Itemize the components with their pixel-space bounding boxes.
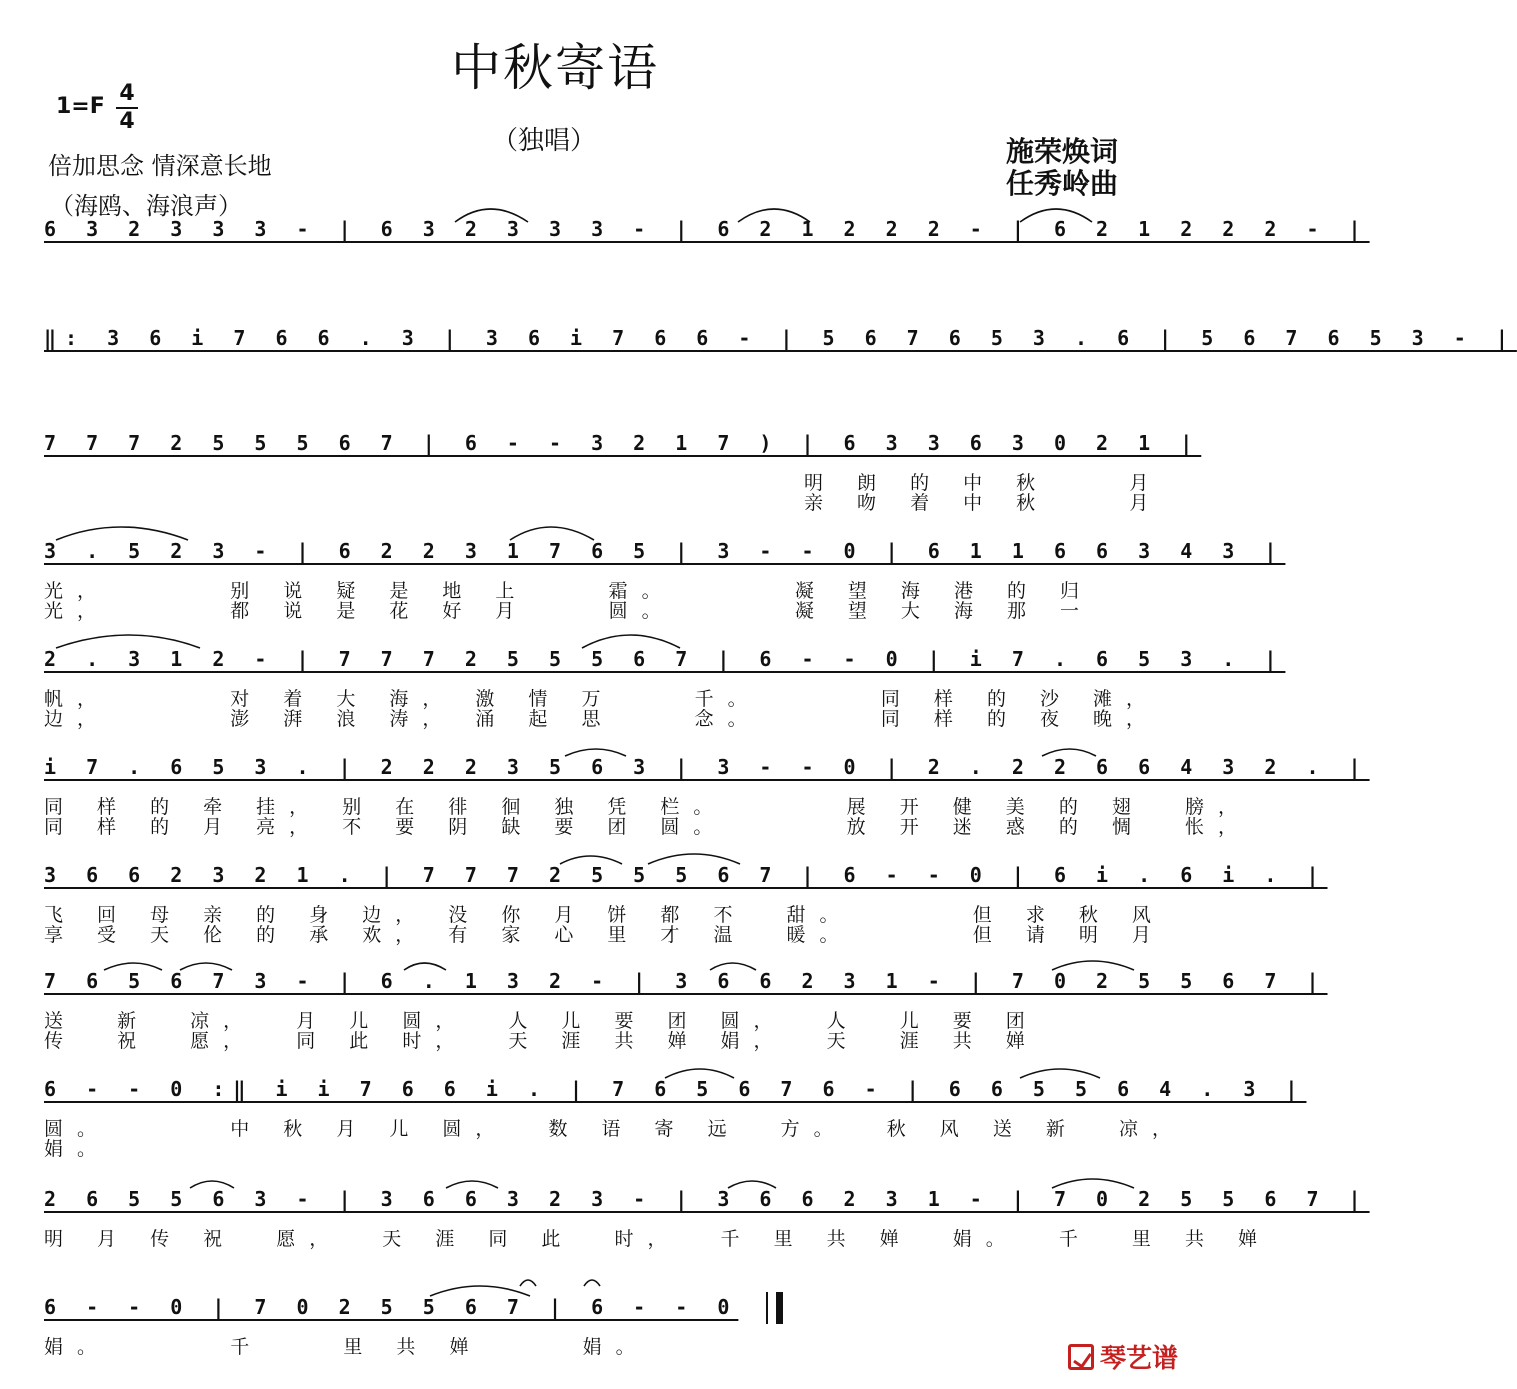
lyric-verse-1: 飞 回 母 亲 的 身 边， 没 你 月 饼 都 不 甜。 但 求 秋 风 — [44, 904, 1165, 926]
lyric-verse-2: 亲 吻 着 中 秋 月 — [804, 492, 1163, 514]
lyric-verse-2: 光， 都 说 是 花 好 月 圆。 凝 望 大 海 那 一 — [44, 600, 1094, 622]
lyric-verse-1: 圆。 中 秋 月 儿 圆， 数 语 寄 远 方。 秋 风 送 新 凉， — [44, 1118, 1185, 1140]
notation-line: 6 - - 0 | 7 0 2 5 5 6 7 | 6 - - 0 — [44, 1295, 739, 1319]
score-row-7 — [44, 860, 1328, 946]
lyric-verse-2: 同 样 的 月 亮， 不 要 阴 缺 要 团 圆。 放 开 迷 惑 的 惆 怅， — [44, 816, 1251, 838]
score-row-3 — [44, 428, 1202, 514]
notation-line: 6 3 2 3 3 3 - | 6 3 2 3 3 3 - | 6 2 1 2 2 2 - | 6 2 1 2 2 2 - | — [44, 217, 1370, 241]
composer-credit: 任秀岭曲 — [1006, 167, 1119, 200]
lyric-verse-2 — [44, 387, 1159, 409]
lyric-verse-2: 边， 澎 湃 浪 涛， 涌 起 思 念。 同 样 的 夜 晚， — [44, 708, 1160, 730]
end-barline-thick — [776, 1292, 783, 1324]
lyric-verse-2: 传 祝 愿， 同 此 时， 天 涯 共 婵 娟， 天 涯 共 婵 — [44, 1030, 1039, 1052]
score-row-2 — [44, 323, 1517, 393]
notation-line: 6 - - 0 :‖ i i 7 6 6 i . | 7 6 5 6 7 6 - | 6 6 5 5 6 4 . 3 | — [44, 1077, 1307, 1101]
lyric-verse-2 — [44, 1356, 1159, 1378]
time-signature-bottom: 4 — [119, 109, 135, 134]
lyric-verse-1: 送 新 凉， 月 儿 圆， 人 儿 要 团 圆， 人 儿 要 团 — [44, 1010, 1039, 1032]
lyricist-credit: 施荣焕词 — [1006, 135, 1119, 168]
lyric-verse-1 — [44, 258, 1159, 280]
notation-line: 3 6 6 2 3 2 1 . | 7 7 7 2 5 5 5 6 7 | 6 - - 0 | 6 i . 6 i . | — [44, 863, 1328, 887]
fermata — [520, 1280, 536, 1286]
key-signature: 1=F — [56, 94, 105, 119]
notation-line: 3 . 5 2 3 - | 6 2 2 3 1 7 6 5 | 3 - - 0 | 6 1 1 6 6 3 4 3 | — [44, 539, 1286, 563]
notation-line: i 7 . 6 5 3 . | 2 2 2 3 5 6 3 | 3 - - 0 | 2 . 2 2 6 6 4 3 2 . | — [44, 755, 1370, 779]
notation-line: 2 . 3 1 2 - | 7 7 7 2 5 5 5 6 7 | 6 - - 0 | i 7 . 6 5 3 . | — [44, 647, 1286, 671]
lyric-verse-2: 享 受 天 伦 的 承 欢， 有 家 心 里 才 温 暖。 但 请 明 月 — [44, 924, 1165, 946]
lyric-verse-1: 同 样 的 牵 挂， 别 在 徘 徊 独 凭 栏。 展 开 健 美 的 翅 膀， — [44, 796, 1251, 818]
score-row-8 — [44, 966, 1328, 1052]
lyric-verse-1: 帆， 对 着 大 海， 激 情 万 千。 同 样 的 沙 滩， — [44, 688, 1160, 710]
score-row-1 — [44, 214, 1370, 284]
tempo-marking: 倍加思念 情深意长地 — [48, 152, 272, 180]
score-row-11 — [44, 1292, 1159, 1362]
notation-line: ‖: 3 6 i 7 6 6 . 3 | 3 6 i 7 6 6 - | 5 6 7 6 5 3 . 6 | 5 6 7 6 5 3 - | — [44, 326, 1517, 350]
lyric-verse-2: 娟。 — [44, 1138, 111, 1160]
lyric-verse-1: 光， 别 说 疑 是 地 上 霜。 凝 望 海 港 的 归 — [44, 580, 1094, 602]
subtitle: （独唱） — [492, 126, 597, 156]
fermata — [584, 1280, 600, 1286]
lyric-verse-2 — [44, 278, 1159, 300]
lyric-verse-2 — [44, 1248, 1159, 1270]
time-signature — [116, 82, 138, 134]
watermark-text: 琴艺谱 — [1099, 1344, 1178, 1374]
notation-line: 7 6 5 6 7 3 - | 6 . 1 3 2 - | 3 6 6 2 3 1 - | 7 0 2 5 5 6 7 | — [44, 969, 1328, 993]
lyric-verse-1: 明 月 传 祝 愿， 天 涯 同 此 时， 千 里 共 婵 娟。 千 里 共 婵 — [44, 1228, 1271, 1250]
notation-line: 2 6 5 5 6 3 - | 3 6 6 3 2 3 - | 3 6 6 2 3 1 - | 7 0 2 5 5 6 7 | — [44, 1187, 1370, 1211]
lyric-verse-1 — [44, 367, 1159, 389]
end-barline-thin — [766, 1292, 768, 1324]
score-row-9 — [44, 1074, 1307, 1160]
song-title: 中秋寄语 — [451, 39, 659, 97]
watermark — [1068, 1338, 1178, 1375]
watermark-logo-icon — [1068, 1344, 1094, 1370]
score-row-6 — [44, 752, 1370, 838]
time-signature-top: 4 — [119, 81, 135, 106]
score-row-5 — [44, 644, 1286, 730]
notation-line: 7 7 7 2 5 5 5 6 7 | 6 - - 3 2 1 7 ) | 6 3 3 6 3 0 2 1 | — [44, 431, 1202, 455]
score-row-4 — [44, 536, 1286, 622]
intro-sound-note: （海鸥、海浪声） — [50, 192, 242, 220]
score-row-10 — [44, 1184, 1370, 1254]
lyric-verse-1: 娟。 千 里 共 婵 娟。 — [44, 1336, 649, 1358]
lyric-verse-1: 明 朗 的 中 秋 月 — [804, 472, 1163, 494]
